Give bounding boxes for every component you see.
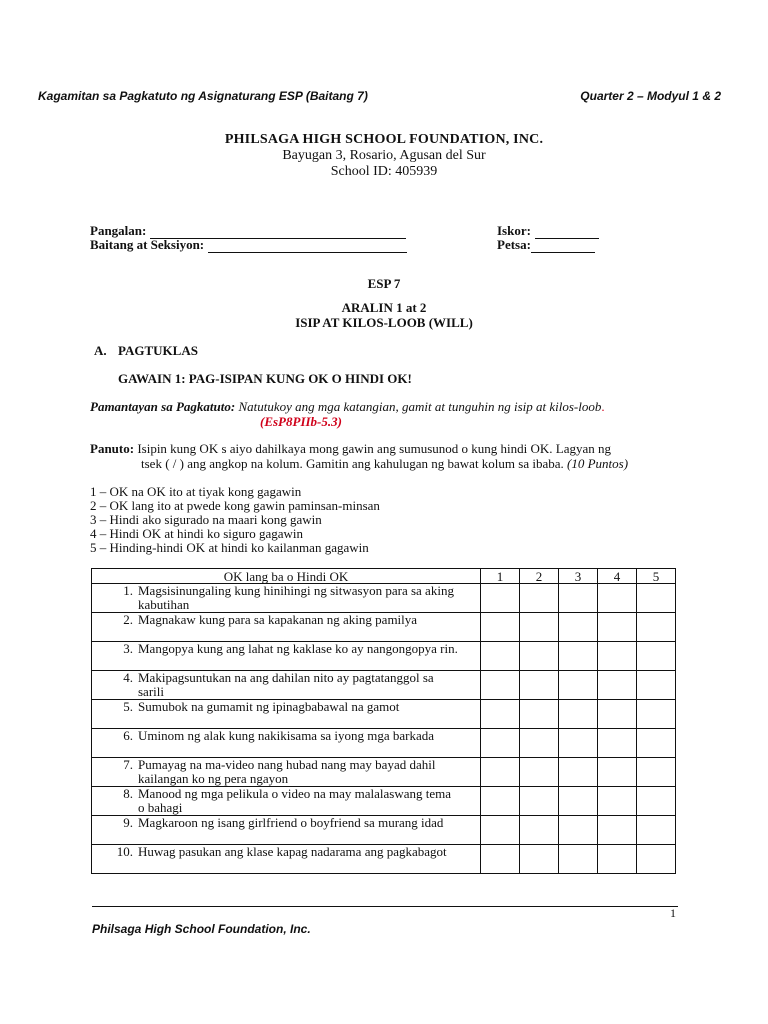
rating-cell[interactable] <box>520 758 559 787</box>
panuto-line2: tsek ( / ) ang angkop na kolum. Gamitin ang kahulugan ng bawat kolum sa ibaba. <box>141 456 564 471</box>
panuto-line1: Isipin kung OK s aiyo dahilkaya mong gawin ang sumusunod o kung hindi OK. Lagyan ng <box>134 441 612 456</box>
footer-text: Philsaga High School Foundation, Inc. <box>92 922 311 936</box>
rating-cell[interactable] <box>559 584 598 613</box>
rating-cell[interactable] <box>598 642 637 671</box>
pamantayan-text: Natutukoy ang mga katangian, gamit at tunguhin ng isip at kilos-loob <box>235 399 602 414</box>
item-number: 6. <box>123 728 133 743</box>
pamantayan-period: . <box>601 399 605 414</box>
competency-code: (EsP8PIIb-5.3) <box>260 414 342 429</box>
rating-cell[interactable] <box>520 584 559 613</box>
panuto-points: (10 Puntos) <box>567 456 629 471</box>
rating-cell[interactable] <box>481 642 520 671</box>
item-text: Pumayag na ma-video nang hubad nang may bayad dahil kailangan ko ng pera ngayon <box>138 757 436 786</box>
table-header-row <box>92 569 676 584</box>
item-cell <box>92 787 481 816</box>
rating-cell[interactable] <box>559 787 598 816</box>
gawain-title: GAWAIN 1: PAG-ISIPAN KUNG OK O HINDI OK! <box>118 371 412 386</box>
table-row <box>92 613 676 642</box>
scale-item: 2 – OK lang ito at pwede kong gawin paminsan-minsan <box>90 498 380 513</box>
item-cell <box>92 671 481 700</box>
rating-cell[interactable] <box>598 584 637 613</box>
item-number: 10. <box>116 844 133 859</box>
table-row <box>92 758 676 787</box>
table-row <box>92 729 676 758</box>
rating-cell[interactable] <box>598 787 637 816</box>
rating-cell[interactable] <box>637 845 676 874</box>
school-address: Bayugan 3, Rosario, Agusan del Sur <box>282 148 486 163</box>
item-text: Magkaroon ng isang girlfriend o boyfriend sa murang idad <box>138 815 444 830</box>
rating-cell[interactable] <box>598 816 637 845</box>
rating-cell[interactable] <box>559 816 598 845</box>
rating-cell[interactable] <box>598 700 637 729</box>
page-number: 1 <box>670 906 676 920</box>
rating-cell[interactable] <box>481 729 520 758</box>
table-row <box>92 700 676 729</box>
item-cell <box>92 816 481 845</box>
subject-title: ESP 7 <box>367 276 401 291</box>
pangalan-label: Pangalan: <box>90 223 147 238</box>
item-cell <box>92 613 481 642</box>
rating-cell[interactable] <box>598 671 637 700</box>
baitang-blank[interactable] <box>208 240 407 253</box>
item-text: Magsisinungaling kung hinihingi ng sitwasyon para sa aking kabutihan <box>138 583 454 612</box>
section-name: PAGTUKLAS <box>118 343 198 358</box>
iskor-label: Iskor: <box>497 223 531 238</box>
scale-item: 4 – Hindi OK at hindi ko siguro gagawin <box>90 526 304 541</box>
baitang-field <box>90 237 407 253</box>
rating-cell[interactable] <box>520 845 559 874</box>
header-right: Quarter 2 – Modyul 1 & 2 <box>580 89 721 103</box>
table-row <box>92 816 676 845</box>
table-row <box>92 584 676 613</box>
item-text: Uminom ng alak kung nakikisama sa iyong mga barkada <box>138 728 435 743</box>
pamantayan <box>90 399 690 429</box>
table-row <box>92 642 676 671</box>
item-cell <box>92 700 481 729</box>
rating-cell[interactable] <box>598 613 637 642</box>
rating-table <box>91 568 676 874</box>
table-row <box>92 787 676 816</box>
rating-cell[interactable] <box>637 816 676 845</box>
rating-cell[interactable] <box>481 845 520 874</box>
footer-rule <box>92 906 678 907</box>
item-number: 9. <box>123 815 133 830</box>
rating-cell[interactable] <box>481 613 520 642</box>
item-text: Makipagsuntukan na ang dahilan nito ay pagtatanggol sa sarili <box>138 670 434 699</box>
rating-cell[interactable] <box>481 816 520 845</box>
rating-cell[interactable] <box>559 613 598 642</box>
rating-cell[interactable] <box>520 816 559 845</box>
item-cell <box>92 845 481 874</box>
petsa-blank[interactable] <box>531 240 595 253</box>
rating-cell[interactable] <box>520 700 559 729</box>
column-header: 3 <box>559 569 598 584</box>
rating-cell[interactable] <box>637 787 676 816</box>
rating-cell[interactable] <box>598 845 637 874</box>
table-header-item: OK lang ba o Hindi OK <box>92 569 481 584</box>
item-cell <box>92 584 481 613</box>
rating-cell[interactable] <box>598 729 637 758</box>
item-cell <box>92 729 481 758</box>
panuto-label: Panuto: <box>90 441 135 456</box>
item-number: 3. <box>123 641 133 656</box>
column-header: 2 <box>520 569 559 584</box>
rating-cell[interactable] <box>559 729 598 758</box>
item-text: Sumubok na gumamit ng ipinagbabawal na gamot <box>138 699 400 714</box>
rating-cell[interactable] <box>559 671 598 700</box>
school-id: School ID: 405939 <box>330 164 438 179</box>
rating-cell[interactable] <box>637 671 676 700</box>
column-header: 1 <box>481 569 520 584</box>
item-text: Magnakaw kung para sa kapakanan ng aking pamilya <box>138 612 418 627</box>
rating-cell[interactable] <box>598 758 637 787</box>
rating-cell[interactable] <box>637 613 676 642</box>
rating-cell[interactable] <box>520 642 559 671</box>
scale-legend <box>90 485 380 555</box>
aralin-title: ARALIN 1 at 2 <box>341 300 427 315</box>
section-letter: A. <box>94 343 107 358</box>
pamantayan-label: Pamantayan sa Pagkatuto: <box>90 399 236 414</box>
rating-cell[interactable] <box>637 642 676 671</box>
rating-cell[interactable] <box>520 671 559 700</box>
header-left: Kagamitan sa Pagkatuto ng Asignaturang ESP (Baitang 7) <box>38 89 368 103</box>
baitang-label: Baitang at Seksiyon: <box>90 237 205 252</box>
rating-cell[interactable] <box>481 671 520 700</box>
rating-cell[interactable] <box>559 845 598 874</box>
rating-cell[interactable] <box>481 758 520 787</box>
column-header: 5 <box>637 569 676 584</box>
item-cell <box>92 758 481 787</box>
scale-item: 1 – OK na OK ito at tiyak kong gagawin <box>90 484 302 499</box>
rating-cell[interactable] <box>520 787 559 816</box>
rating-cell[interactable] <box>637 700 676 729</box>
scale-item: 3 – Hindi ako sigurado na maari kong gawin <box>90 512 322 527</box>
rating-cell[interactable] <box>481 584 520 613</box>
item-text: Manood ng mga pelikula o video na may malalaswang tema o bahagi <box>138 786 451 815</box>
item-cell <box>92 642 481 671</box>
rating-cell[interactable] <box>481 700 520 729</box>
item-number: 8. <box>123 786 133 801</box>
panuto <box>90 441 680 471</box>
rating-cell[interactable] <box>520 613 559 642</box>
item-number: 5. <box>123 699 133 714</box>
rating-cell[interactable] <box>637 584 676 613</box>
petsa-field <box>497 237 595 253</box>
rating-cell[interactable] <box>520 729 559 758</box>
rating-cell[interactable] <box>559 758 598 787</box>
item-text: Mangopya kung ang lahat ng kaklase ko ay nangongopya rin. <box>138 641 458 656</box>
item-number: 7. <box>123 757 133 772</box>
table-row <box>92 671 676 700</box>
column-header: 4 <box>598 569 637 584</box>
item-number: 2. <box>123 612 133 627</box>
section-heading <box>94 343 198 359</box>
table-row <box>92 845 676 874</box>
item-text: Huwag pasukan ang klase kapag nadarama ang pagkabagot <box>138 844 447 859</box>
school-name: PHILSAGA HIGH SCHOOL FOUNDATION, INC. <box>224 132 544 147</box>
rating-cell[interactable] <box>637 758 676 787</box>
rating-cell[interactable] <box>637 729 676 758</box>
topic-title: ISIP AT KILOS-LOOB (WILL) <box>295 315 473 330</box>
rating-cell[interactable] <box>559 700 598 729</box>
rating-cell[interactable] <box>559 642 598 671</box>
item-number: 4. <box>123 670 133 685</box>
scale-item: 5 – Hinding-hindi OK at hindi ko kailanman gagawin <box>90 540 369 555</box>
petsa-label: Petsa: <box>497 237 531 252</box>
item-number: 1. <box>123 583 133 598</box>
rating-cell[interactable] <box>481 787 520 816</box>
